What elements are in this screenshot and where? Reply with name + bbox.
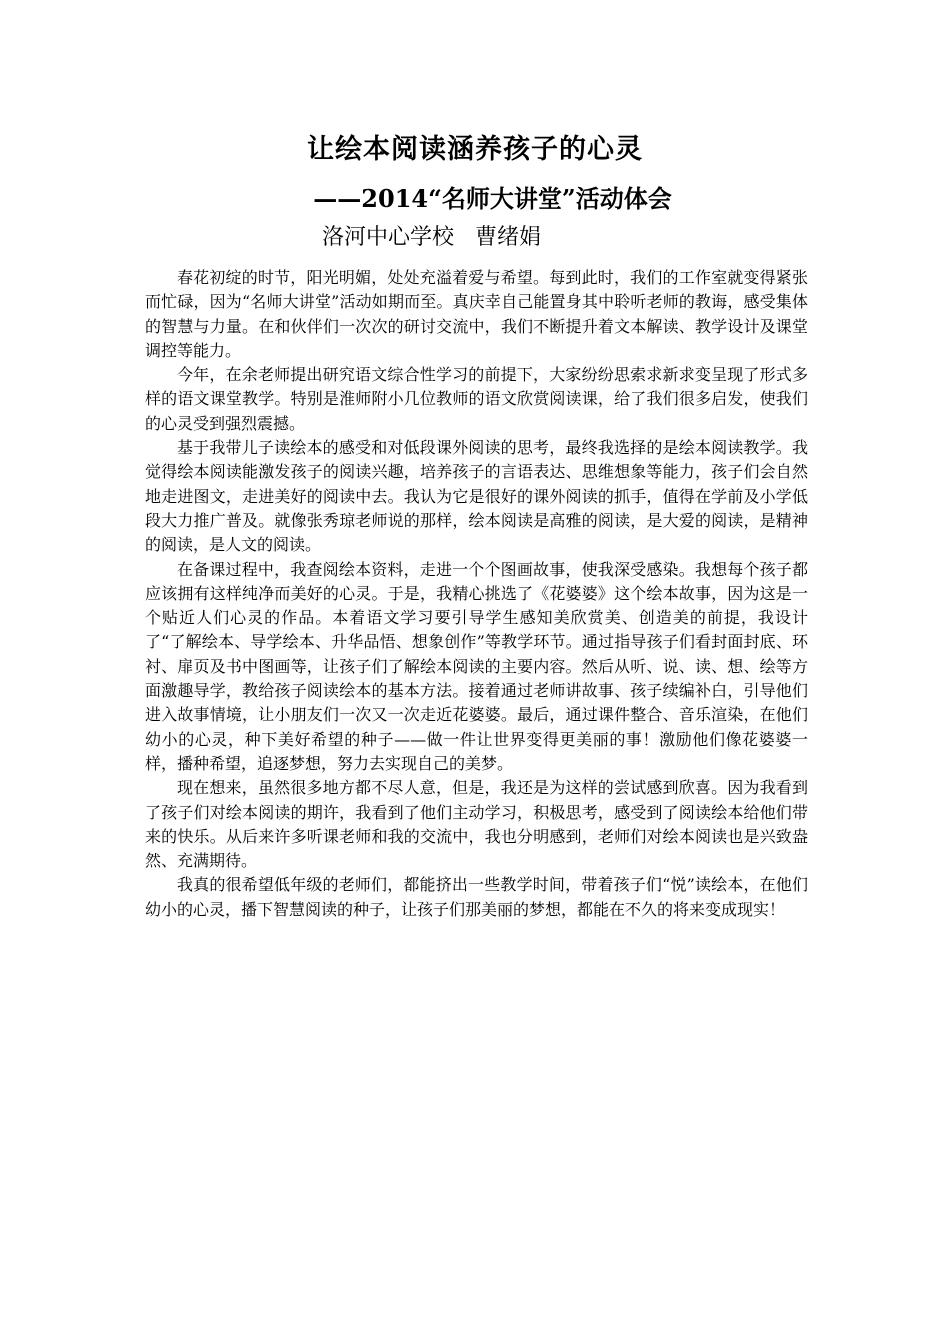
author-line: 洛河中心学校 曹绪娟 bbox=[322, 225, 541, 250]
paragraph: 今年，在余老师提出研究语文综合性学习的前提下，大家纷纷思索求新求变呈现了形式多样的语文课堂教学。特别是淮师附小几位教师的语文欣赏阅读课，给了我们很多启发，使我们的心灵受到强烈震撼。 bbox=[145, 365, 808, 433]
paragraph: 在备课过程中，我查阅绘本资料，走进一个个图画故事，使我深受感染。我想每个孩子都应该拥有这样纯净而美好的心灵。于是，我精心挑选了《花婆婆》这个绘本故事，因为这是一个贴近人们心灵的作品。本着语文学习要引导学生感知美欣赏美、创造美的前提，我设计了“了解绘本、导学绘本、升华品悟、想象创作”等教学环节。通过指导孩子们看封面封底、环衬、扉页及书中图画等，让孩子们了解绘本阅读的主要内容。然后从听、说、读、想、绘等方面激趣导学，教给孩子阅读绘本的基本方法。接着通过老师讲故事、孩子续编补白，引导他们进入故事情境，让小朋友们一次又一次走近花婆婆。最后，通过课件整合、音乐渲染，在他们幼小的心灵，种下美好希望的种子——做一件让世界变得更美丽的事！激励他们像花婆婆一样，播种希望，追逐梦想，努力去实现自己的美梦。 bbox=[145, 559, 808, 773]
paragraph: 春花初绽的时节，阳光明媚，处处充溢着爱与希望。每到此时，我们的工作室就变得紧张而忙碌，因为“名师大讲堂”活动如期而至。真庆幸自己能置身其中聆听老师的教诲，感受集体的智慧与力量。在和伙伴们一次次的研讨交流中，我们不断提升着文本解读、教学设计及课堂调控等能力。 bbox=[145, 268, 808, 360]
paragraph: 基于我带儿子读绘本的感受和对低段课外阅读的思考，最终我选择的是绘本阅读教学。我觉得绘本阅读能激发孩子的阅读兴趣，培养孩子的言语表达、思维想象等能力，孩子们会自然地走进图文，走进美好的阅读中去。我认为它是很好的课外阅读的抓手，值得在学前及小学低段大力推广普及。就像张秀琼老师说的那样，绘本阅读是高雅的阅读，是大爱的阅读，是精神的阅读，是人文的阅读。 bbox=[145, 438, 808, 555]
article-body bbox=[145, 266, 808, 922]
article-subtitle: ——2014“名师大讲堂”活动体会 bbox=[313, 184, 672, 213]
paragraph: 现在想来，虽然很多地方都不尽人意，但是，我还是为这样的尝试感到欣喜。因为我看到了孩子们对绘本阅读的期许，我看到了他们主动学习，积极思考，感受到了阅读绘本给他们带来的快乐。从后来许多听课老师和我的交流中，我也分明感到，老师们对绘本阅读也是兴致盎然、充满期待。 bbox=[145, 778, 808, 871]
article-title: 让绘本阅读涵养孩子的心灵 bbox=[307, 134, 643, 165]
paragraph: 我真的很希望低年级的老师们，都能挤出一些教学时间，带着孩子们“悦”读绘本，在他们幼小的心灵，播下智慧阅读的种子，让孩子们那美丽的梦想，都能在不久的将来变成现实！ bbox=[145, 875, 808, 919]
